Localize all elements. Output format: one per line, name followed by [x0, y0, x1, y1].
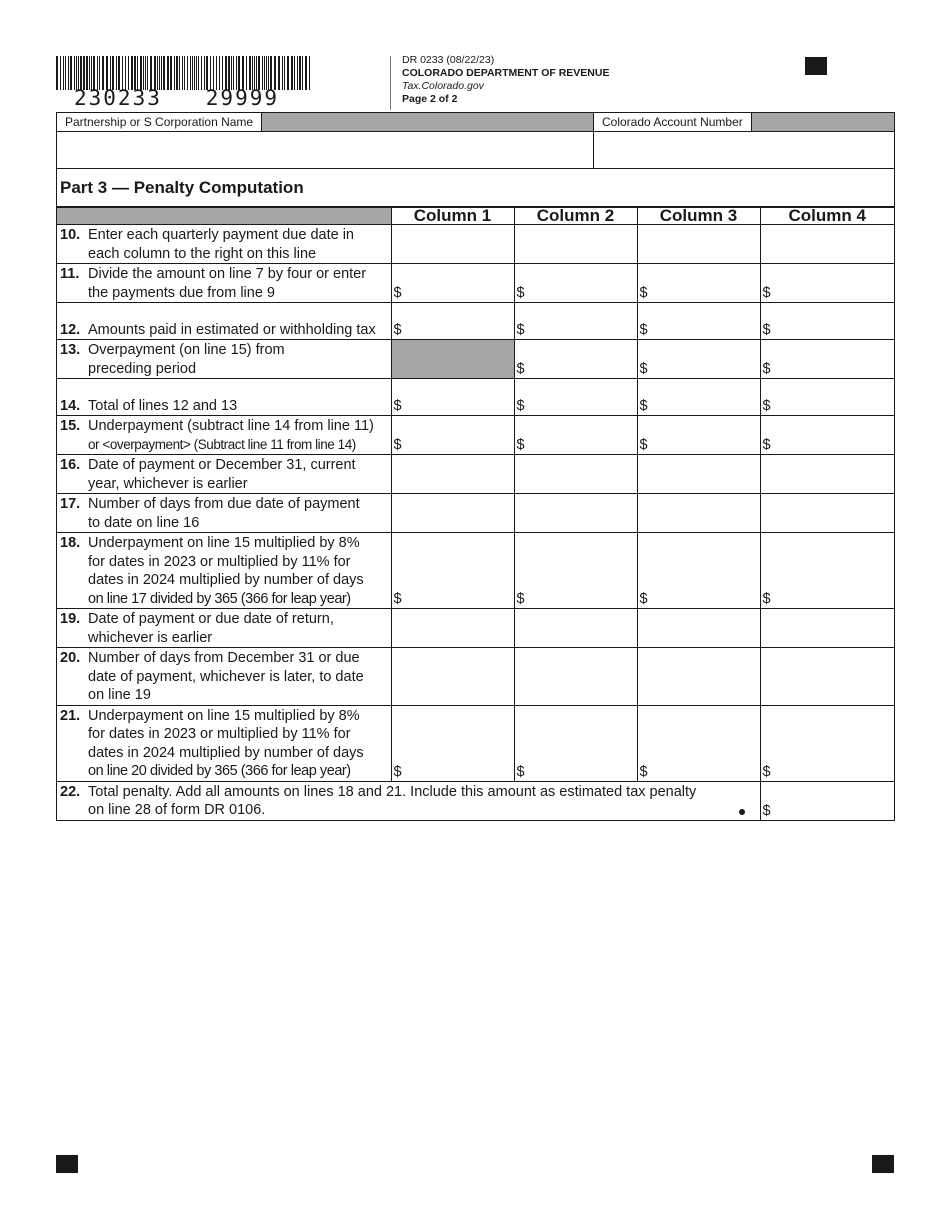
dollar-sign: $: [762, 763, 771, 780]
barcode-bar: [157, 56, 158, 90]
dollar-sign: $: [639, 322, 648, 338]
dollar-sign: $: [393, 591, 402, 607]
dollar-sign: $: [516, 591, 525, 607]
dollar-sign: $: [393, 285, 402, 301]
barcode-bar: [56, 56, 58, 90]
barcode-bar: [309, 56, 310, 90]
barcode-bar: [145, 56, 146, 90]
form-id: DR 0233 (08/22/23): [402, 54, 495, 66]
account-cell: [594, 113, 894, 168]
barcode-bar: [78, 56, 79, 90]
barcode-bar: [264, 56, 265, 90]
line-15-row: [57, 416, 894, 455]
identification-row: [57, 113, 894, 169]
barcode-bar: [236, 56, 237, 90]
line-14-row: [57, 379, 894, 416]
barcode-bar: [216, 56, 217, 90]
barcode-bar: [225, 56, 227, 90]
column-3-header: Column 3: [637, 208, 760, 225]
barcode-bar: [242, 56, 244, 90]
barcode-bar: [192, 56, 193, 90]
dollar-sign: $: [393, 763, 402, 780]
dollar-sign: $: [639, 591, 648, 607]
dollar-sign: $: [516, 322, 525, 338]
barcode-bar: [249, 56, 251, 90]
barcode-bar: [74, 56, 75, 90]
line-21-col1[interactable]: [391, 705, 514, 781]
line-11-col1[interactable]: [391, 264, 514, 303]
bullet-dot: [739, 809, 745, 815]
line-12-row: [57, 303, 894, 340]
barcode-bar: [99, 56, 100, 90]
barcode-bar: [68, 56, 69, 90]
dollar-sign: $: [762, 437, 771, 453]
barcode-bar: [184, 56, 185, 90]
line-15-col3[interactable]: [637, 416, 760, 455]
barcode-bar: [97, 56, 98, 90]
dollar-sign: $: [516, 285, 525, 301]
barcode-bar: [305, 56, 307, 90]
line-15-description: 15. Underpayment (subtract line 14 from line 11) or <overpayment> (Subtract line 11 from line 14): [57, 416, 391, 455]
name-label-shade: [262, 113, 593, 131]
line-22-total[interactable]: [760, 781, 894, 820]
barcode-bar: [176, 56, 178, 90]
barcode-bar: [93, 56, 95, 90]
line-20-col1[interactable]: [391, 648, 514, 706]
barcode-bar: [63, 56, 64, 90]
barcode-bar: [187, 56, 188, 90]
barcode-bar: [140, 56, 142, 90]
barcode-bar: [246, 56, 247, 90]
barcode-bar: [167, 56, 169, 90]
barcode-bar: [252, 56, 253, 90]
line-18-row: [57, 533, 894, 609]
dollar-sign: $: [516, 361, 525, 377]
barcode-bar: [182, 56, 183, 90]
barcode-bar: [262, 56, 263, 90]
barcode-bar: [163, 56, 165, 90]
barcode-bar: [256, 56, 257, 90]
barcode-bar: [287, 56, 289, 90]
form-header: [402, 54, 609, 106]
barcode-bar: [299, 56, 301, 90]
header-shade: [57, 208, 391, 225]
barcode-bar: [233, 56, 234, 90]
line-16-col1[interactable]: [391, 455, 514, 494]
line-17-col2[interactable]: [514, 494, 637, 533]
barcode-bar: [91, 56, 92, 90]
dollar-sign: $: [639, 361, 648, 377]
account-label-shade: [752, 113, 894, 131]
line-13-col3[interactable]: [637, 340, 760, 379]
barcode-bar: [206, 56, 208, 90]
line-21-description: 21. Underpayment on line 15 multiplied by 8% for dates in 2023 or multiplied by 11% for dates in 2024 multiplied by number of days on line 20 divided by 365 (366 for leap year): [57, 705, 391, 781]
barcode-bar: [134, 56, 136, 90]
barcode-bar: [268, 56, 269, 90]
line-10-col4[interactable]: [760, 225, 894, 264]
barcode-bar: [65, 56, 66, 90]
barcode-bar: [213, 56, 214, 90]
registration-mark-bottom-left: [56, 1155, 78, 1173]
line-15-col2[interactable]: [514, 416, 637, 455]
dollar-sign: $: [639, 763, 648, 780]
line-14-description: 14. Total of lines 12 and 13: [57, 379, 391, 416]
line-16-col3[interactable]: [637, 455, 760, 494]
registration-mark-bottom-right: [872, 1155, 894, 1173]
dollar-sign: $: [639, 437, 648, 453]
line-12-description: 12. Amounts paid in estimated or withholding tax: [57, 303, 391, 340]
line-22-description: 22. Total penalty. Add all amounts on lines 18 and 21. Include this amount as estimated tax penalty on line 28 of form DR 0106.: [57, 781, 760, 820]
barcode-bar: [131, 56, 133, 90]
barcode-bar: [291, 56, 293, 90]
barcode-bar: [284, 56, 285, 90]
barcode-bar: [228, 56, 230, 90]
barcode-bar: [116, 56, 117, 90]
barcode-bar: [137, 56, 138, 90]
barcode-bar: [128, 56, 129, 90]
dollar-sign: $: [762, 322, 771, 338]
line-20-col2[interactable]: [514, 648, 637, 706]
barcode-bar: [196, 56, 197, 90]
barcode-bar: [297, 56, 298, 90]
barcode-bar: [60, 56, 61, 90]
line-18-col3[interactable]: [637, 533, 760, 609]
barcode-bar: [238, 56, 240, 90]
registration-mark-top-right: [805, 57, 827, 75]
line-12-col4[interactable]: [760, 303, 894, 340]
barcode-bar: [204, 56, 205, 90]
line-15-col4[interactable]: [760, 416, 894, 455]
dollar-sign: $: [516, 398, 525, 414]
barcode-bar: [294, 56, 295, 90]
page-number: Page 2 of 2: [402, 93, 458, 105]
barcode-bar: [89, 56, 90, 90]
barcode-bar: [258, 56, 260, 90]
line-13-col4[interactable]: [760, 340, 894, 379]
line-10-row: [57, 225, 894, 264]
line-12-col3[interactable]: [637, 303, 760, 340]
barcode-bar: [106, 56, 108, 90]
barcode-bar: [76, 56, 77, 90]
barcode-bar: [231, 56, 232, 90]
barcode-bar: [161, 56, 162, 90]
line-17-col1[interactable]: [391, 494, 514, 533]
barcode-bar: [179, 56, 180, 90]
line-10-col1[interactable]: [391, 225, 514, 264]
name-field[interactable]: [57, 132, 593, 168]
barcode-bar: [194, 56, 195, 90]
line-17-description: 17. Number of days from due date of payment to date on line 16: [57, 494, 391, 533]
part3-title: Part 3 — Penalty Computation: [57, 169, 894, 207]
column-4-header: Column 4: [760, 208, 894, 225]
line-18-description: 18. Underpayment on line 15 multiplied by 8% for dates in 2023 or multiplied by 11% for dates in 2024 multiplied by number of days on line 17 divided by 365 (366 for leap year): [57, 533, 391, 609]
line-10-description: 10. Enter each quarterly payment due date in each column to the right on this line: [57, 225, 391, 264]
barcode-bar: [112, 56, 114, 90]
line-21-col4[interactable]: [760, 705, 894, 781]
line-21-col2[interactable]: [514, 705, 637, 781]
line-17-col3[interactable]: [637, 494, 760, 533]
line-14-col1[interactable]: [391, 379, 514, 416]
barcode-bar: [174, 56, 175, 90]
barcode: [56, 56, 310, 90]
dollar-sign: $: [393, 398, 402, 414]
barcode-bar: [143, 56, 144, 90]
barcode-bar: [274, 56, 276, 90]
line-19-row: [57, 609, 894, 648]
barcode-bar: [86, 56, 88, 90]
account-label: Colorado Account Number: [594, 113, 752, 131]
dollar-sign: $: [393, 322, 402, 338]
dollar-sign: $: [762, 802, 771, 819]
line-12-col2[interactable]: [514, 303, 637, 340]
barcode-number: 230233 29999: [74, 86, 280, 110]
column-1-header: Column 1: [391, 208, 514, 225]
line-16-description: 16. Date of payment or December 31, current year, whichever is earlier: [57, 455, 391, 494]
barcode-bar: [147, 56, 148, 90]
dollar-sign: $: [393, 437, 402, 453]
barcode-bar: [201, 56, 202, 90]
column-header-row: [57, 208, 894, 225]
line-21-col3[interactable]: [637, 705, 760, 781]
barcode-bar: [80, 56, 82, 90]
penalty-form: [56, 112, 895, 821]
line-20-row: [57, 648, 894, 706]
line-11-description: 11. Divide the amount on line 7 by four or enter the payments due from line 9: [57, 264, 391, 303]
barcode-bar: [254, 56, 255, 90]
line-18-col4[interactable]: [760, 533, 894, 609]
barcode-bar: [150, 56, 152, 90]
header-divider: [390, 56, 391, 110]
penalty-table: [57, 207, 894, 820]
line-22-row: [57, 781, 894, 820]
barcode-bar: [302, 56, 303, 90]
line-11-col4[interactable]: [760, 264, 894, 303]
line-17-col4[interactable]: [760, 494, 894, 533]
barcode-bar: [198, 56, 199, 90]
line-20-col4[interactable]: [760, 648, 894, 706]
dollar-sign: $: [639, 398, 648, 414]
line-11-col2[interactable]: [514, 264, 637, 303]
line-16-col2[interactable]: [514, 455, 637, 494]
barcode-bar: [170, 56, 172, 90]
line-17-row: [57, 494, 894, 533]
line-19-col4[interactable]: [760, 609, 894, 648]
line-10-col2[interactable]: [514, 225, 637, 264]
barcode-bar: [270, 56, 272, 90]
line-13-col2[interactable]: [514, 340, 637, 379]
barcode-bar: [118, 56, 120, 90]
barcode-bar: [159, 56, 160, 90]
line-20-description: 20. Number of days from December 31 or due date of payment, whichever is later, to date on line 19: [57, 648, 391, 706]
name-cell: [57, 113, 594, 168]
line-10-col3[interactable]: [637, 225, 760, 264]
line-12-col1[interactable]: [391, 303, 514, 340]
barcode-bar: [110, 56, 111, 90]
barcode-bar: [282, 56, 283, 90]
dollar-sign: $: [516, 437, 525, 453]
barcode-bar: [266, 56, 267, 90]
line-13-row: [57, 340, 894, 379]
column-2-header: Column 2: [514, 208, 637, 225]
barcode-bar: [102, 56, 104, 90]
barcode-bar: [190, 56, 191, 90]
line-19-col3[interactable]: [637, 609, 760, 648]
dollar-sign: $: [762, 361, 771, 377]
line-19-col1[interactable]: [391, 609, 514, 648]
barcode-bar: [70, 56, 72, 90]
name-label: Partnership or S Corporation Name: [57, 113, 262, 131]
account-number-field[interactable]: [594, 132, 894, 168]
line-13-col1-shaded: [391, 340, 514, 379]
barcode-bar: [278, 56, 280, 90]
line-14-col2[interactable]: [514, 379, 637, 416]
dollar-sign: $: [762, 285, 771, 301]
barcode-bar: [222, 56, 223, 90]
line-16-row: [57, 455, 894, 494]
line-14-col3[interactable]: [637, 379, 760, 416]
line-18-col1[interactable]: [391, 533, 514, 609]
line-21-row: [57, 705, 894, 781]
line-18-col2[interactable]: [514, 533, 637, 609]
barcode-bar: [210, 56, 211, 90]
department-name: COLORADO DEPARTMENT OF REVENUE: [402, 67, 610, 79]
line-11-row: [57, 264, 894, 303]
dollar-sign: $: [762, 591, 771, 607]
line-20-col3[interactable]: [637, 648, 760, 706]
line-15-col1[interactable]: [391, 416, 514, 455]
line-13-description: 13. Overpayment (on line 15) from preceding period: [57, 340, 391, 379]
barcode-bar: [83, 56, 85, 90]
line-19-description: 19. Date of payment or due date of return, whichever is earlier: [57, 609, 391, 648]
barcode-bar: [125, 56, 126, 90]
barcode-bar: [122, 56, 123, 90]
dollar-sign: $: [762, 398, 771, 414]
dollar-sign: $: [639, 285, 648, 301]
dollar-sign: $: [516, 763, 525, 780]
line-14-col4[interactable]: [760, 379, 894, 416]
line-11-col3[interactable]: [637, 264, 760, 303]
barcode-bar: [219, 56, 220, 90]
barcode-bar: [154, 56, 156, 90]
line-16-col4[interactable]: [760, 455, 894, 494]
line-19-col2[interactable]: [514, 609, 637, 648]
website: Tax.Colorado.gov: [402, 80, 484, 92]
